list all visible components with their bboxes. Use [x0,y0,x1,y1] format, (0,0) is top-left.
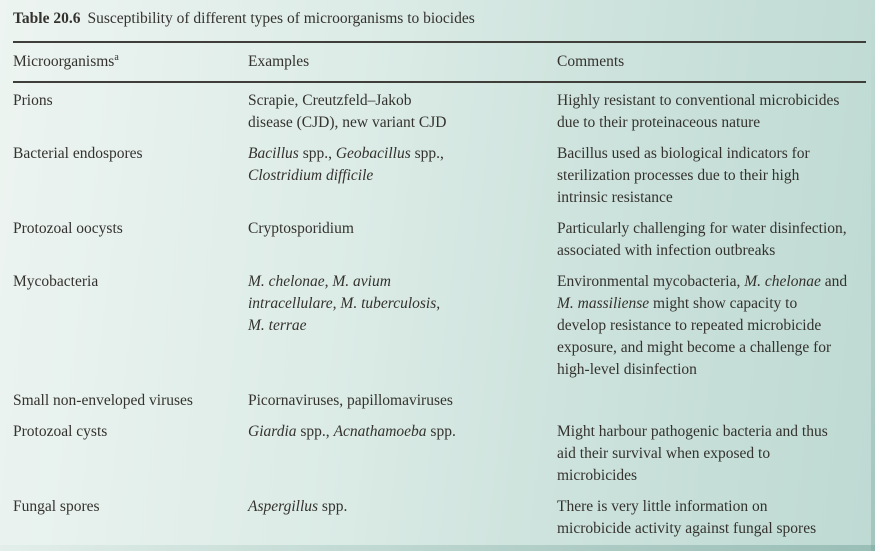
footnote-marker: a [114,51,119,63]
text-segment: Bacillus [248,145,299,162]
text-line [248,496,557,518]
text-line [248,218,557,240]
text-line [248,165,557,187]
text-line [248,390,557,412]
text-line [13,421,248,443]
text-segment: due to their proteinaceous nature [557,114,761,131]
text-segment: Mycobacteria [13,273,99,290]
text-line [557,496,866,518]
comments-cell [557,90,866,134]
text-line [557,143,866,165]
bottom-edge-shade [0,545,875,551]
text-segment: Fungal spores [13,498,100,515]
text-line [557,421,866,443]
examples-cell [248,271,557,381]
header-rule [13,81,866,83]
text-segment: Scrapie, Creutzfeld–Jakob [248,92,412,109]
text-line [557,293,866,315]
comments-cell [557,271,866,381]
text-segment: Bacillus used as biological indicators for [557,145,810,162]
microorganism-cell [13,218,248,262]
microorganism-cell [13,496,248,540]
table-row [13,143,866,209]
text-segment: spp. [426,423,456,440]
top-rule [13,41,866,43]
text-line [557,271,866,293]
comments-cell [557,421,866,487]
text-line [248,271,557,293]
text-segment: intracellulare, M. tuberculosis, [248,295,441,312]
comments-cell [557,496,866,540]
text-segment: high-level disinfection [557,361,697,378]
text-line [248,315,557,337]
examples-cell [248,143,557,209]
caption-text: Susceptibility of different types of microorganisms to biocides [87,10,475,27]
table-row [13,90,866,134]
table-row [13,496,866,540]
text-segment: Acnathamoeba [333,423,427,440]
text-segment: associated with infection outbreaks [557,242,776,259]
comments-cell [557,143,866,209]
text-segment: spp., [296,423,334,440]
microorganism-cell [13,271,248,381]
table-caption [13,8,866,30]
text-segment: Bacterial endospores [13,145,143,162]
examples-cell [248,496,557,540]
examples-cell [248,421,557,487]
text-line [557,112,866,134]
text-segment: Giardia [248,423,297,440]
microorganism-cell [13,90,248,134]
table-body [13,90,866,540]
text-line [248,90,557,112]
text-line [248,112,557,134]
text-line [557,218,866,240]
examples-cell [248,390,557,412]
text-segment: Cryptosporidium [248,220,354,237]
table-number: Table 20.6 [13,10,81,27]
text-segment: M. massiliense [557,295,650,312]
text-segment: Picornaviruses, papillomaviruses [248,392,453,409]
text-segment: might show capacity to [649,295,798,312]
text-segment: spp., [410,145,444,162]
table-row [13,271,866,381]
examples-cell [248,218,557,262]
text-segment: Protozoal cysts [13,423,108,440]
text-line [248,293,557,315]
text-segment: disease (CJD), new variant CJD [248,114,447,131]
text-line [13,390,248,412]
text-line [13,218,248,240]
text-segment: M. terrae [248,317,307,334]
text-segment: exposure, and might become a challenge for [557,339,832,356]
text-segment: spp. [318,498,348,515]
text-line [557,359,866,381]
text-segment: Environmental mycobacteria, [557,273,745,290]
text-line [557,337,866,359]
text-segment: Small non-enveloped viruses [13,392,193,409]
text-line [13,90,248,112]
text-line [557,443,866,465]
text-segment: spp., [298,145,336,162]
text-line [557,315,866,337]
text-segment: sterilization processes due to their high [557,167,800,184]
text-line [13,496,248,518]
column-header-microorganisms [13,51,248,73]
text-segment: microbicide activity against fungal spores [557,520,817,537]
examples-cell [248,90,557,134]
text-line [557,90,866,112]
text-segment: and [820,273,848,290]
text-line [248,143,557,165]
text-line [557,165,866,187]
text-segment: M. chelonae, M. avium [248,273,391,290]
text-line [13,271,248,293]
text-segment: Protozoal oocysts [13,220,123,237]
comments-cell [557,218,866,262]
text-segment: Highly resistant to conventional microbicides [557,92,840,109]
text-segment: aid their survival when exposed to [557,445,771,462]
microorganism-cell [13,143,248,209]
text-segment: Prions [13,92,53,109]
table-row [13,421,866,487]
microorganism-cell [13,421,248,487]
table-row [13,218,866,262]
comments-cell [557,390,866,412]
text-segment: Particularly challenging for water disinfection, [557,220,847,237]
text-segment: Clostridium difficile [248,167,374,184]
text-line [248,421,557,443]
text-line [557,518,866,540]
text-line [557,465,866,487]
microorganism-cell [13,390,248,412]
column-header-comments: Comments [557,53,625,70]
text-line [557,187,866,209]
text-segment: M. chelonae [744,273,821,290]
text-segment: microbicides [557,467,638,484]
text-line [13,143,248,165]
text-segment: There is very little information on [557,498,768,515]
text-line [557,240,866,262]
text-segment: develop resistance to repeated microbicide [557,317,822,334]
table-row [13,390,866,412]
text-segment: Aspergillus [248,498,319,515]
text-segment: Might harbour pathogenic bacteria and thus [557,423,828,440]
column-header-microorganisms-label: Microorganisms [13,53,115,70]
text-segment: Geobacillus [335,145,411,162]
column-header-examples: Examples [248,53,310,70]
text-segment: intrinsic resistance [557,189,673,206]
table-header [13,51,866,73]
